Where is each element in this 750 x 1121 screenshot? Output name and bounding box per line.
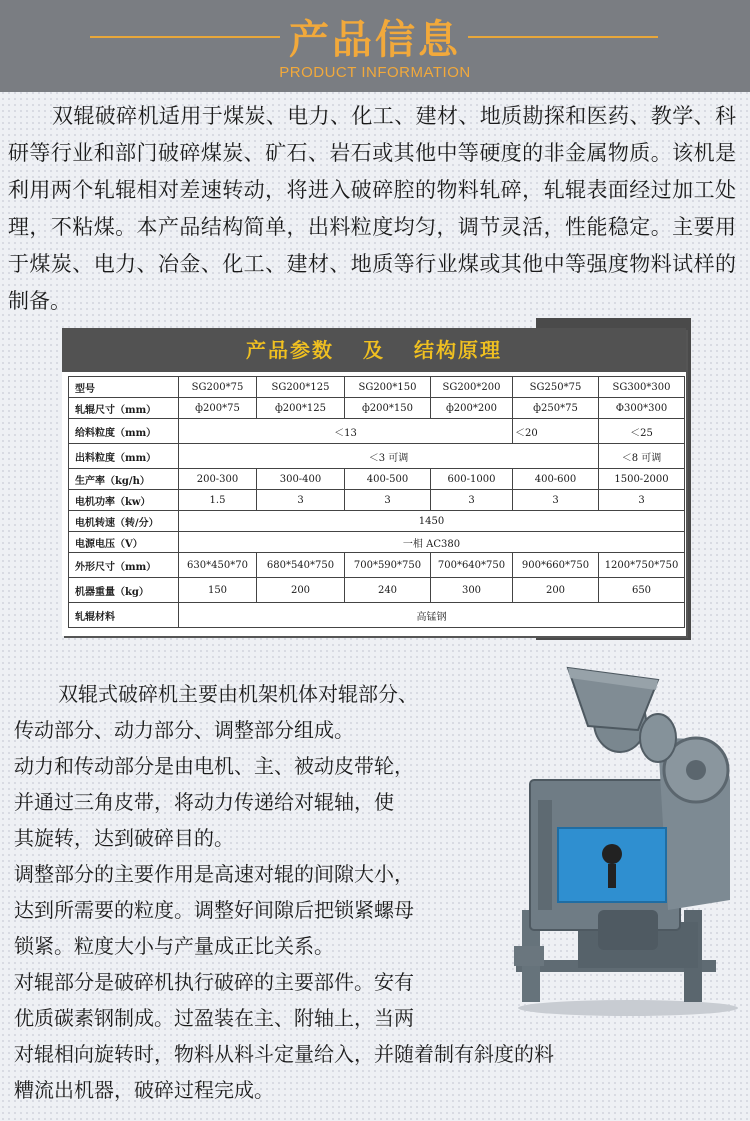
spec-title-params: 产品参数 (246, 338, 335, 362)
table-cell: 一相 AC380 (179, 532, 685, 553)
table-cell: 200 (257, 578, 345, 603)
table-cell: 3 (513, 490, 599, 511)
row-label: 轧辊材料 (69, 603, 179, 628)
table-cell: ф200*200 (431, 398, 513, 419)
table-row-motor-power (69, 490, 685, 511)
table-row-model (69, 377, 685, 398)
table-cell: 1500-2000 (599, 469, 685, 490)
table-cell: 200 (513, 578, 599, 603)
table-cell: 300-400 (257, 469, 345, 490)
table-cell: 200-300 (179, 469, 257, 490)
row-label: 型号 (69, 377, 179, 398)
desc-line: 对辊相向旋转时，物料从料斗定量给入，并随着制有斜度的料 (14, 1042, 554, 1066)
row-label: 机器重量（kg） (69, 578, 179, 603)
table-row-roller-size (69, 398, 685, 419)
intro-paragraph: 双辊破碎机适用于煤炭、电力、化工、建材、地质勘探和医药、教学、科研等行业和部门破碎煤炭、矿石、岩石或其他中等硬度的非金属物质。该机是利用两个轧辊相对差速转动，将进入破碎腔的物料轧碎，轧辊表面经过加工处理，不粘煤。本产品结构简单，出料粒度均匀，调节灵活，性能稳定。主要用于煤炭、电力、冶金、化工、建材、地质等行业煤或其他中等强度物料试样的制备。 (8, 104, 736, 313)
table-cell: SG200*125 (257, 377, 345, 398)
desc-line: 锁紧。粒度大小与产量成正比关系。 (14, 934, 334, 958)
row-label: 电机转速（转/分） (69, 511, 179, 532)
row-label: 电机功率（kw） (69, 490, 179, 511)
page-title: 产品信息 (289, 17, 461, 63)
row-label: 生产率（kg/h） (69, 469, 179, 490)
table-row-weight (69, 578, 685, 603)
table-cell: 700*640*750 (431, 553, 513, 578)
table-cell: SG200*200 (431, 377, 513, 398)
table-cell: 1200*750*750 (599, 553, 685, 578)
header-divider-right (468, 36, 658, 38)
table-cell: 1.5 (179, 490, 257, 511)
table-cell: 3 (431, 490, 513, 511)
spec-table-title (62, 328, 686, 372)
table-row-power-supply (69, 532, 685, 553)
table-cell: 1450 (179, 511, 685, 532)
table-cell: 高锰钢 (179, 603, 685, 628)
page-subtitle: PRODUCT INFORMATION (279, 64, 471, 81)
table-cell: SG200*150 (345, 377, 431, 398)
desc-line: 传动部分、动力部分、调整部分组成。 (14, 718, 354, 742)
row-label: 外形尺寸（mm） (69, 553, 179, 578)
table-cell: Ф300*300 (599, 398, 685, 419)
table-cell: 400-500 (345, 469, 431, 490)
table-cell: ф250*75 (513, 398, 599, 419)
table-cell: ф200*125 (257, 398, 345, 419)
table-row-dimensions (69, 553, 685, 578)
table-cell: 3 (345, 490, 431, 511)
table-row-roller-material (69, 603, 685, 628)
desc-line: 达到所需要的粒度。调整好间隙后把锁紧螺母 (14, 898, 414, 922)
table-row-discharge-size (69, 444, 685, 469)
double-roller-crusher-image (508, 660, 748, 1020)
table-row-capacity (69, 469, 685, 490)
spec-table (68, 376, 685, 628)
table-row-feed-size (69, 419, 685, 444)
table-cell: SG300*300 (599, 377, 685, 398)
table-cell: 400-600 (513, 469, 599, 490)
table-row-motor-speed (69, 511, 685, 532)
row-label: 给料粒度（mm） (69, 419, 179, 444)
table-cell: ＜20 (513, 419, 599, 444)
row-label: 电源电压（V） (69, 532, 179, 553)
desc-line: 双辊式破碎机主要由机架机体对辊部分、 (58, 682, 418, 706)
table-cell: 680*540*750 (257, 553, 345, 578)
desc-line: 并通过三角皮带，将动力传递给对辊轴，使 (14, 790, 394, 814)
spec-title-and: 及 (363, 338, 385, 362)
table-cell: SG250*75 (513, 377, 599, 398)
table-cell: ф200*150 (345, 398, 431, 419)
desc-line: 优质碳素钢制成。过盈装在主、附轴上，当两 (14, 1006, 414, 1030)
table-cell: ＜13 (179, 419, 513, 444)
table-cell: 900*660*750 (513, 553, 599, 578)
table-cell: 700*590*750 (345, 553, 431, 578)
table-cell: SG200*75 (179, 377, 257, 398)
table-cell: 240 (345, 578, 431, 603)
table-cell: 3 (599, 490, 685, 511)
table-cell: ＜8 可调 (599, 444, 685, 469)
row-label: 轧辊尺寸（mm） (69, 398, 179, 419)
row-label: 出料粒度（mm） (69, 444, 179, 469)
desc-line: 糟流出机器，破碎过程完成。 (14, 1078, 274, 1102)
table-cell: 650 (599, 578, 685, 603)
table-cell: 600-1000 (431, 469, 513, 490)
table-cell: 300 (431, 578, 513, 603)
spec-table-card (62, 328, 686, 636)
table-cell: ＜25 (599, 419, 685, 444)
table-cell: ＜3 可调 (179, 444, 599, 469)
desc-line: 调整部分的主要作用是高速对辊的间隙大小， (14, 862, 414, 886)
table-cell: ф200*75 (179, 398, 257, 419)
table-cell: 150 (179, 578, 257, 603)
desc-line: 对辊部分是破碎机执行破碎的主要部件。安有 (14, 970, 414, 994)
page-header (0, 0, 750, 92)
table-cell: 3 (257, 490, 345, 511)
desc-line: 动力和传动部分是由电机、主、被动皮带轮， (14, 754, 414, 778)
spec-title-structure: 结构原理 (413, 338, 502, 362)
table-cell: 630*450*70 (179, 553, 257, 578)
desc-line: 其旋转，达到破碎目的。 (14, 826, 234, 850)
